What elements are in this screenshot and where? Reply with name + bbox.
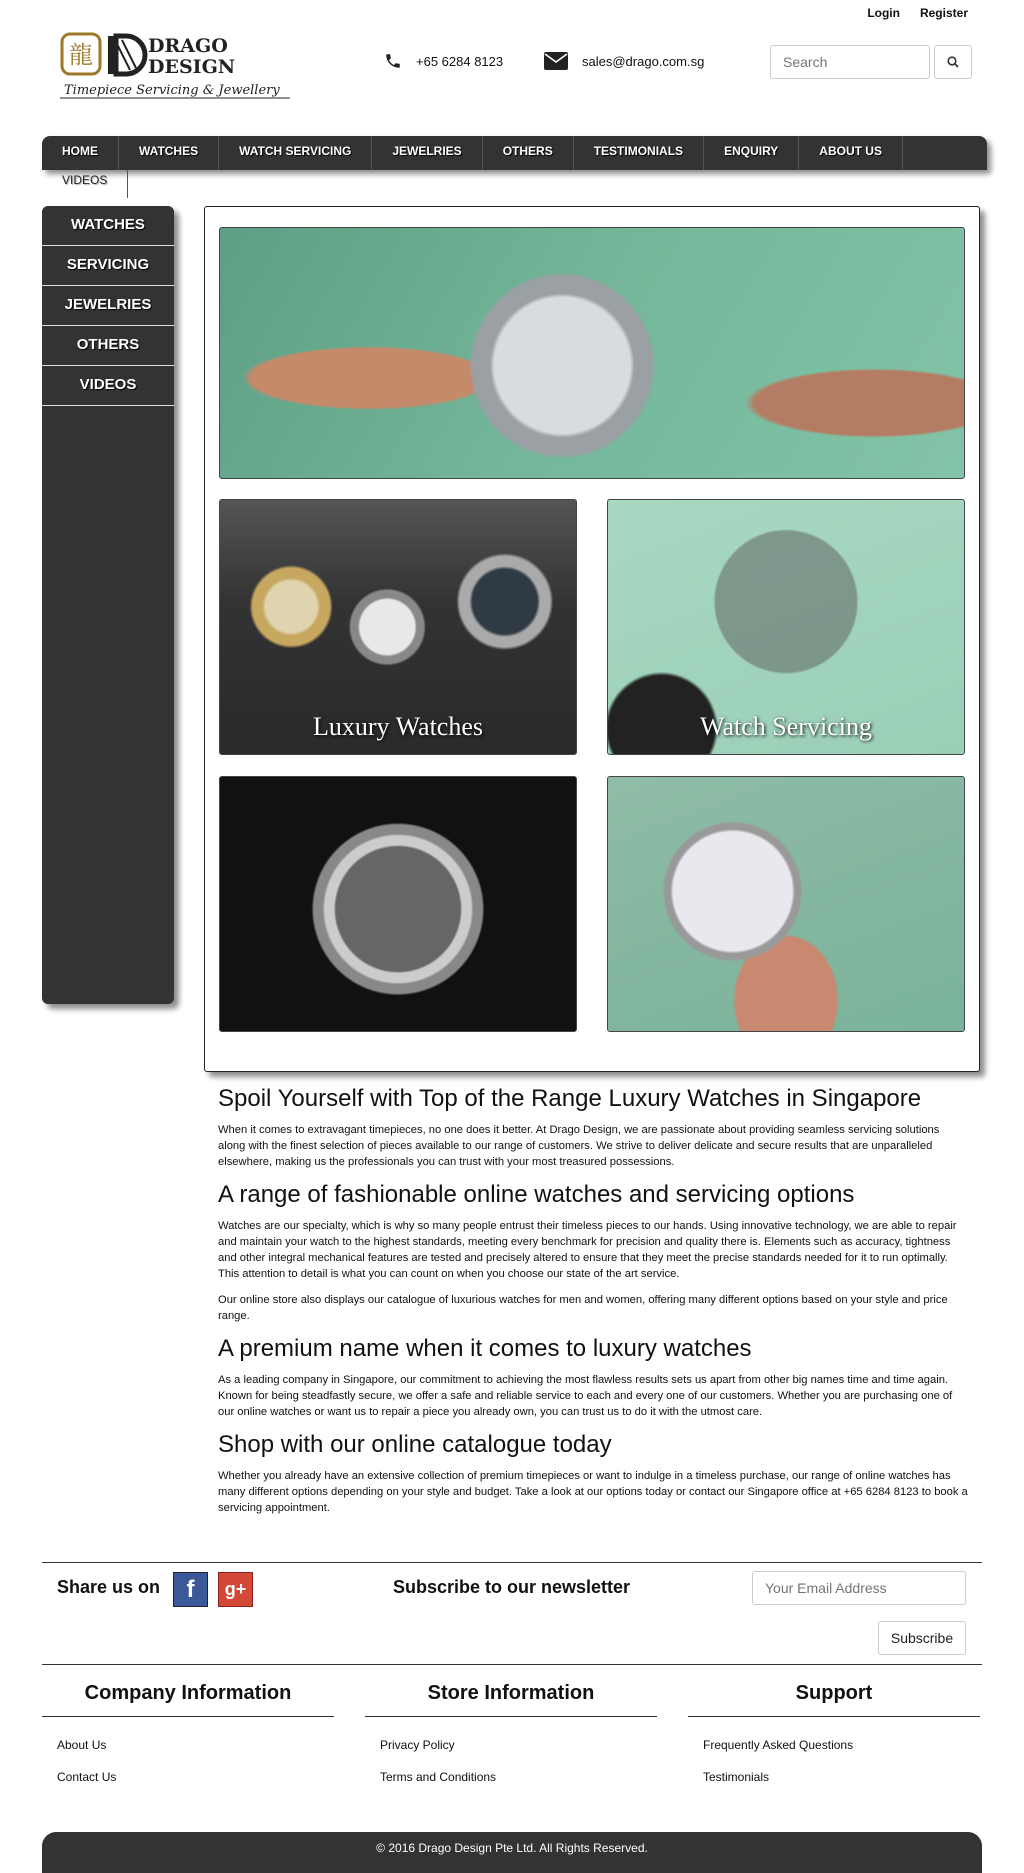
phone-number: +65 6284 8123: [416, 53, 504, 69]
site-logo[interactable]: [60, 30, 290, 102]
omega-watch-image[interactable]: [219, 776, 577, 1032]
paragraph: Watches are our specialty, which is why so many people entrust their timeless pieces to our hands. Using innovative technology, we are able to repair and maintain your watch to the highest standards, meeting every benchmark for precision and quality there is. Elements such as accuracy, tightness and other integral mechanical features are tested and precisely altered to ensure that they meet the precise standards needed for it to run optimally. This attention to detail is what you can count on when you choose our state of the art service.: [218, 1220, 957, 1280]
footer-link-about-us[interactable]: About Us: [57, 1738, 107, 1752]
subscribe-button[interactable]: Subscribe: [878, 1621, 966, 1655]
footer-link-contact-us[interactable]: Contact Us: [57, 1770, 117, 1784]
share-label: Share us on: [57, 1577, 161, 1597]
sidebar: [42, 206, 174, 1004]
nav-jewelries[interactable]: JEWELRIES: [372, 136, 482, 170]
logo-graphic: [60, 30, 290, 102]
newsletter-label: Subscribe to our newsletter: [393, 1577, 631, 1597]
register-link[interactable]: Register: [919, 6, 968, 20]
footer-link-testimonials[interactable]: Testimonials: [703, 1770, 770, 1784]
login-link[interactable]: Login: [867, 6, 900, 20]
paragraph: Whether you already have an extensive collection of premium timepieces or want to indulge in a timeless purchase, our range of online watches has many different options depending on your style and budget. Take a look at our options today or contact our Singapore office at +65 6284 8123 to book a servicing appointment.: [218, 1470, 968, 1514]
sidebar-item-watches[interactable]: WATCHES: [42, 206, 174, 246]
article-content: [218, 1084, 968, 1526]
luxury-watches-tile[interactable]: [219, 499, 577, 755]
nav-videos[interactable]: VIDEOS: [42, 170, 128, 198]
newsletter-email-input[interactable]: [752, 1571, 966, 1605]
footer-heading: Support: [688, 1680, 980, 1717]
footer-support: [688, 1680, 980, 1805]
nav-testimonials[interactable]: TESTIMONIALS: [574, 136, 704, 170]
phone-icon: [384, 52, 402, 70]
watch-servicing-tile[interactable]: [607, 499, 965, 755]
footer-heading: Store Information: [365, 1680, 657, 1717]
phone-contact: [384, 52, 503, 70]
gallery-panel: [204, 206, 980, 1072]
auth-links: [867, 6, 968, 20]
email-contact: [544, 52, 704, 70]
footer-company-info: [42, 1680, 334, 1805]
chronograph-repair-image[interactable]: [607, 776, 965, 1032]
envelope-icon: [544, 52, 568, 70]
footer-link-faq[interactable]: Frequently Asked Questions: [703, 1738, 854, 1752]
svg-text:DRAGO: DRAGO: [148, 35, 228, 57]
nav-enquiry[interactable]: ENQUIRY: [704, 136, 799, 170]
hero-image-watch-repair: [219, 227, 965, 479]
divider: [42, 1562, 982, 1563]
paragraph: As a leading company in Singapore, our commitment to achieving the most flawless results sets us apart from other big names time and time again. Known for being steadfastly secure, we offer a safe and reliable service to each and every one of our customers. Whether you are purchasing one of our online watches or want us to repair a piece you already own, you can trust us to do it with the utmost care.: [218, 1374, 953, 1418]
svg-text:龍: 龍: [69, 41, 93, 69]
nav-watches[interactable]: WATCHES: [119, 136, 219, 170]
section-heading: Spoil Yourself with Top of the Range Luxury Watches in Singapore: [218, 1085, 922, 1112]
footer-link-terms[interactable]: Terms and Conditions: [380, 1770, 497, 1784]
footer-store-info: [365, 1680, 657, 1805]
search-form: [770, 45, 972, 79]
facebook-icon[interactable]: f: [173, 1572, 208, 1607]
paragraph: Our online store also displays our catalogue of luxurious watches for men and women, offering many different options based on your style and price range.: [218, 1294, 948, 1322]
email-address[interactable]: sales@drago.com.sg: [582, 53, 705, 69]
search-input[interactable]: [770, 45, 930, 79]
nav-watch-servicing[interactable]: WATCH SERVICING: [219, 136, 372, 170]
section-heading: A premium name when it comes to luxury watches: [218, 1335, 752, 1362]
main-nav: [42, 136, 903, 170]
search-icon: [947, 56, 959, 68]
sidebar-item-jewelries[interactable]: JEWELRIES: [42, 286, 174, 326]
svg-text:DESIGN: DESIGN: [148, 56, 236, 78]
sidebar-item-videos[interactable]: VIDEOS: [42, 366, 174, 406]
copyright-bar: © 2016 Drago Design Pte Ltd. All Rights Reserved.: [42, 1832, 982, 1873]
google-plus-icon[interactable]: g+: [218, 1572, 253, 1607]
sidebar-item-others[interactable]: OTHERS: [42, 326, 174, 366]
sidebar-item-servicing[interactable]: SERVICING: [42, 246, 174, 286]
nav-about-us[interactable]: ABOUT US: [799, 136, 903, 170]
nav-others[interactable]: OTHERS: [483, 136, 574, 170]
nav-home[interactable]: HOME: [42, 136, 119, 170]
paragraph: When it comes to extravagant timepieces, no one does it better. At Drago Design, we are passionate about providing seamless servicing solutions along with the finest selection of pieces available to our range of customers. We strive to deliver delicate and secure results that are unparalleled elsewhere, making us the professionals you can trust with your most treasured possessions.: [218, 1124, 940, 1168]
footer-heading: Company Information: [42, 1680, 334, 1717]
svg-text:Timepiece Servicing & Jeweller: Timepiece Servicing & Jewellery: [64, 83, 280, 98]
watch-servicing-caption: Watch Servicing: [700, 712, 872, 741]
search-button[interactable]: [934, 45, 972, 79]
section-heading: A range of fashionable online watches and servicing options: [218, 1181, 855, 1208]
footer-link-privacy-policy[interactable]: Privacy Policy: [380, 1738, 455, 1752]
divider: [42, 1664, 982, 1665]
section-heading: Shop with our online catalogue today: [218, 1431, 612, 1458]
luxury-watches-caption: Luxury Watches: [313, 712, 483, 741]
